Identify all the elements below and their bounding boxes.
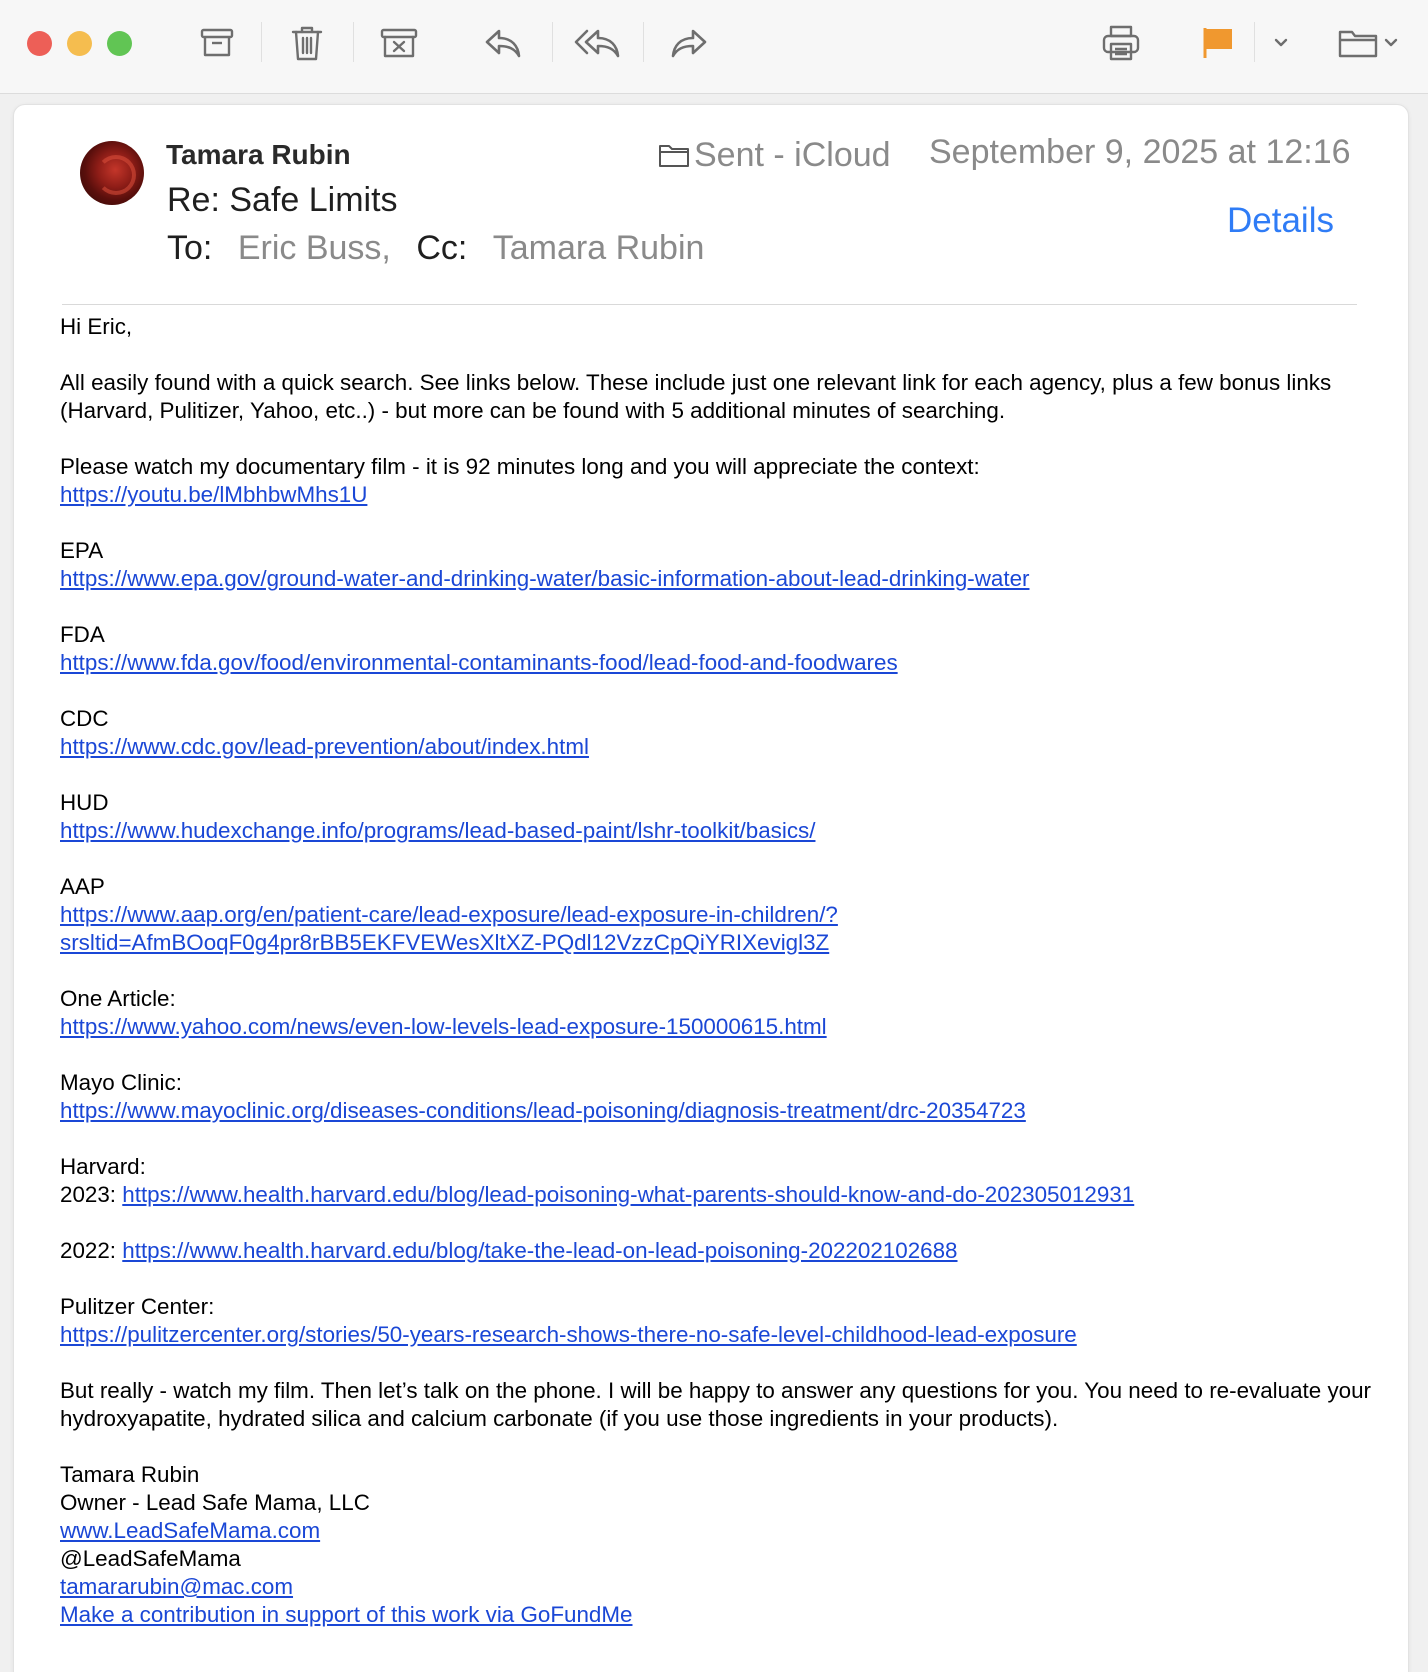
harvard-2023-link[interactable]: https://www.health.harvard.edu/blog/lead-poisoning-what-parents-should-know-and-do-202305012931	[122, 1182, 1135, 1207]
epa-label: EPA	[60, 538, 104, 563]
zoom-window-button[interactable]	[107, 31, 132, 56]
signature-email-link[interactable]: tamararubin@mac.com	[60, 1574, 294, 1599]
message-body	[60, 313, 1390, 1629]
cc-label: Cc:	[416, 229, 468, 267]
closing-paragraph: But really - watch my film. Then let’s talk on the phone. I will be happy to answer any questions for you. You need to re-evaluate your hydroxyapatite, hydrated silica and calcium carbonate (if you use those ingredients in your products).	[60, 1378, 1372, 1431]
signature	[60, 1461, 1390, 1629]
printer-icon	[1101, 24, 1141, 62]
signature-handle: @LeadSafeMama	[60, 1546, 241, 1571]
recipients-line	[167, 229, 704, 268]
hud-label: HUD	[60, 790, 109, 815]
junk-icon	[379, 25, 419, 61]
reply-button[interactable]	[478, 20, 528, 66]
message-date: September 9, 2025 at 12:16	[929, 133, 1351, 171]
folder-icon	[658, 142, 690, 168]
forward-icon	[669, 26, 709, 60]
pulitzer-label: Pulitzer Center:	[60, 1294, 215, 1319]
epa-section	[60, 537, 1390, 593]
mayo-label: Mayo Clinic:	[60, 1070, 182, 1095]
junk-button[interactable]	[374, 20, 424, 66]
pulitzer-link[interactable]: https://pulitzercenter.org/stories/50-years-research-shows-there-no-safe-level-childhood-lead-exposure	[60, 1322, 1077, 1347]
mailbox-indicator	[658, 135, 891, 175]
aap-section	[60, 873, 1390, 957]
epa-link[interactable]: https://www.epa.gov/ground-water-and-drinking-water/basic-information-about-lead-drinking-water	[60, 566, 1030, 591]
article-section	[60, 985, 1390, 1041]
trash-button[interactable]	[282, 20, 332, 66]
harvard-2022-prefix: 2022:	[60, 1238, 123, 1263]
aap-label: AAP	[60, 874, 105, 899]
harvard-label: Harvard:	[60, 1154, 146, 1179]
details-link[interactable]: Details	[1227, 201, 1334, 240]
greeting: Hi Eric,	[60, 314, 133, 339]
harvard-section	[60, 1153, 1390, 1209]
to-recipient[interactable]: Eric Buss,	[237, 229, 391, 267]
mailbox-name: Sent - iCloud	[694, 135, 891, 174]
subject: Re: Safe Limits	[167, 181, 398, 219]
aap-link-continued[interactable]: srsltid=AfmBOoqF0g4pr8rBB5EKFVEWesXltXZ-PQdl12VzzCpQiYRIXevigl3Z	[60, 930, 830, 955]
intro-paragraph: All easily found with a quick search. See links below. These include just one relevant link for each agency, plus a few bonus links (Harvard, Pulitizer, Yahoo, etc..) - but more can be found with 5 additional minutes of searching.	[60, 370, 1332, 423]
harvard-2023-prefix: 2023:	[60, 1182, 123, 1207]
mayo-section	[60, 1069, 1390, 1125]
signature-website-link[interactable]: www.LeadSafeMama.com	[60, 1518, 321, 1543]
film-paragraph	[60, 453, 1390, 509]
reply-icon	[483, 26, 523, 60]
toolbar	[0, 0, 1428, 94]
chevron-down-icon	[1273, 37, 1289, 49]
reply-all-button[interactable]	[570, 20, 626, 66]
trash-icon	[289, 24, 325, 62]
cdc-section	[60, 705, 1390, 761]
mayo-link[interactable]: https://www.mayoclinic.org/diseases-conditions/lead-poisoning/diagnosis-treatment/drc-20354723	[60, 1098, 1026, 1123]
fda-link[interactable]: https://www.fda.gov/food/environmental-contaminants-food/lead-food-and-foodwares	[60, 650, 898, 675]
fda-label: FDA	[60, 622, 105, 647]
archive-icon	[199, 25, 235, 61]
pulitzer-section	[60, 1293, 1390, 1349]
toolbar-separator	[552, 22, 553, 62]
print-button[interactable]	[1096, 20, 1146, 66]
archive-button[interactable]	[192, 20, 242, 66]
harvard-2022-section	[60, 1237, 1390, 1265]
move-button[interactable]	[1331, 20, 1405, 66]
flag-button[interactable]	[1190, 20, 1246, 66]
to-label: To:	[167, 229, 213, 267]
signature-name: Tamara Rubin	[60, 1462, 200, 1487]
toolbar-separator	[353, 22, 354, 62]
folder-icon	[1337, 27, 1379, 59]
close-window-button[interactable]	[27, 31, 52, 56]
article-link[interactable]: https://www.yahoo.com/news/even-low-levels-lead-exposure-150000615.html	[60, 1014, 827, 1039]
fda-section	[60, 621, 1390, 677]
minimize-window-button[interactable]	[67, 31, 92, 56]
message-view	[13, 104, 1409, 1672]
article-label: One Article:	[60, 986, 176, 1011]
header-divider	[62, 304, 1357, 305]
film-link[interactable]: https://youtu.be/lMbhbwMhs1U	[60, 482, 368, 507]
toolbar-separator	[643, 22, 644, 62]
cc-recipient[interactable]: Tamara Rubin	[492, 229, 705, 267]
cdc-label: CDC	[60, 706, 109, 731]
forward-button[interactable]	[664, 20, 714, 66]
chevron-down-icon	[1383, 37, 1399, 49]
hud-section	[60, 789, 1390, 845]
avatar[interactable]	[80, 141, 144, 205]
toolbar-separator	[1254, 22, 1255, 62]
reply-all-icon	[574, 26, 622, 60]
film-text: Please watch my documentary film - it is 92 minutes long and you will appreciate the context:	[60, 454, 980, 479]
harvard-2022-link[interactable]: https://www.health.harvard.edu/blog/take-the-lead-on-lead-poisoning-202202102688	[122, 1238, 958, 1263]
toolbar-separator	[261, 22, 262, 62]
flag-icon	[1200, 25, 1236, 61]
gofundme-link[interactable]: Make a contribution in support of this work via GoFundMe	[60, 1602, 633, 1627]
cdc-link[interactable]: https://www.cdc.gov/lead-prevention/about/index.html	[60, 734, 589, 759]
sender-name[interactable]: Tamara Rubin	[166, 139, 351, 170]
hud-link[interactable]: https://www.hudexchange.info/programs/lead-based-paint/lshr-toolkit/basics/	[60, 818, 816, 843]
flag-menu-button[interactable]	[1266, 20, 1296, 66]
aap-link[interactable]: https://www.aap.org/en/patient-care/lead-exposure/lead-exposure-in-children/?	[60, 902, 838, 927]
signature-title: Owner - Lead Safe Mama, LLC	[60, 1490, 370, 1515]
harvard-2023-line	[60, 1181, 1390, 1209]
